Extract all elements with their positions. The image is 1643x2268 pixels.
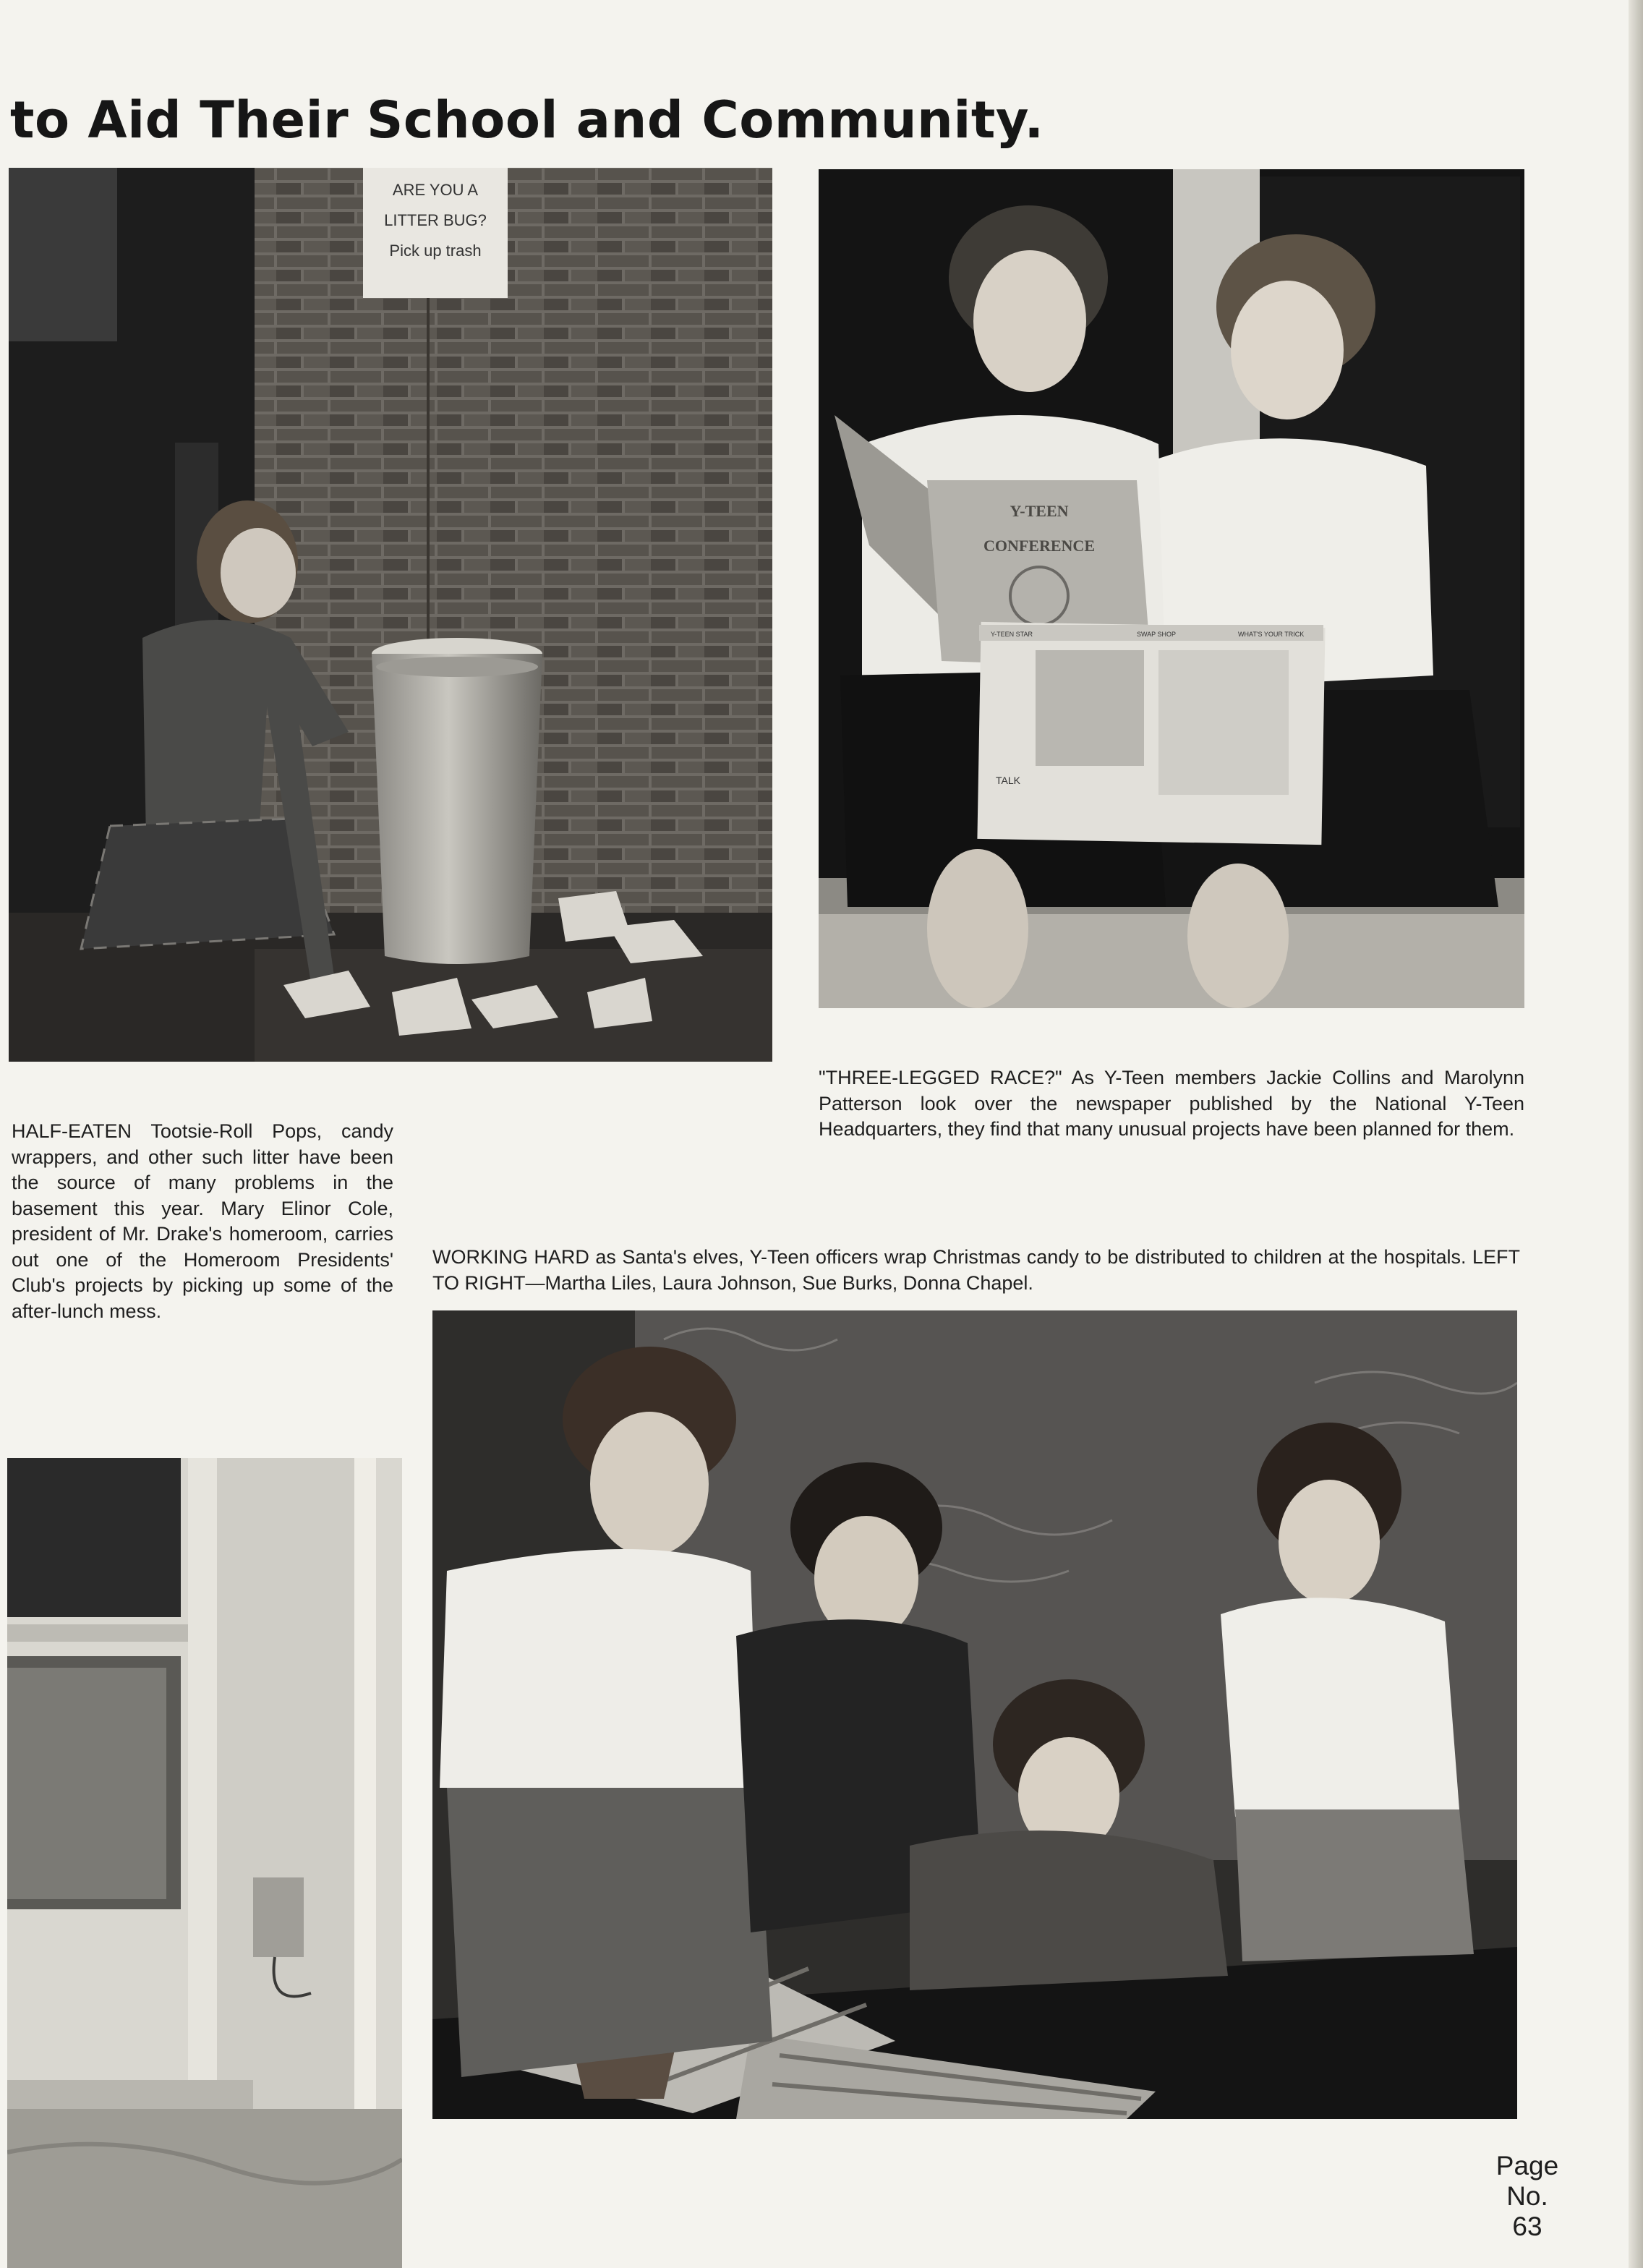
litter-caption-lead: HALF-EATEN <box>12 1120 132 1142</box>
doorway-photo-image <box>7 1458 402 2268</box>
page-number <box>1469 2151 1585 2242</box>
y-teen-officers-caption-lead: WORKING HARD <box>432 1246 589 1268</box>
newspaper-header-3: WHAT'S YOUR TRICK <box>1238 631 1305 638</box>
page-headline: to Aid Their School and Community. <box>10 90 1044 150</box>
y-teen-officers-caption <box>432 1245 1520 1296</box>
booklet-title-line-2: CONFERENCE <box>983 537 1096 555</box>
y-teen-officers-caption-text: as Santa's elves, Y-Teen officers wrap Christmas candy to be distributed to children at the hospitals. LEFT TO RIGHT—Martha Liles, Laura Johnson, Sue Burks, Donna Chapel. <box>432 1246 1521 1294</box>
y-teen-officers-photo-image <box>432 1310 1517 2119</box>
y-teen-newspaper-photo <box>819 169 1524 1008</box>
newspaper-talk-word: TALK <box>996 775 1020 786</box>
y-teen-officers-photo <box>432 1310 1517 2119</box>
y-teen-newspaper-caption <box>819 1065 1524 1143</box>
page-edge <box>1629 0 1643 2268</box>
y-teen-newspaper-caption-text: As Y-Teen members Jackie Collins and Marolynn Patterson look over the newspaper published by the National Y-Teen Headquarters, they find that many unusual projects have been planned for them. <box>819 1067 1524 1140</box>
litter-caption-text: Tootsie-Roll Pops, candy wrappers, and other such litter have been the source of many problems in the basement this year. Mary Elinor Cole, president of Mr. Drake's homeroom, carries out one of the Homeroom Presidents' Club's projects by picking up some of the after-lunch mess. <box>12 1120 393 1322</box>
doorway-photo <box>7 1458 402 2268</box>
y-teen-newspaper-photo-image <box>819 169 1524 1008</box>
booklet-title-line-1: Y-TEEN <box>1010 502 1069 520</box>
litter-photo-image <box>9 168 772 1062</box>
page-number-value: 63 <box>1512 2212 1542 2241</box>
sign-line-2: LITTER BUG? <box>384 211 487 229</box>
sign-line-1: ARE YOU A <box>392 181 479 199</box>
newspaper-header-2: SWAP SHOP <box>1137 631 1177 638</box>
litter-caption <box>12 1119 393 1324</box>
page-number-label: Page <box>1495 2151 1559 2180</box>
newspaper-header-1: Y-TEEN STAR <box>991 631 1033 638</box>
page-number-abbr: No. <box>1506 2181 1548 2211</box>
y-teen-newspaper-caption-lead: "THREE-LEGGED RACE?" <box>819 1067 1062 1088</box>
sign-line-3: Pick up trash <box>389 242 482 260</box>
litter-photo <box>9 168 772 1062</box>
